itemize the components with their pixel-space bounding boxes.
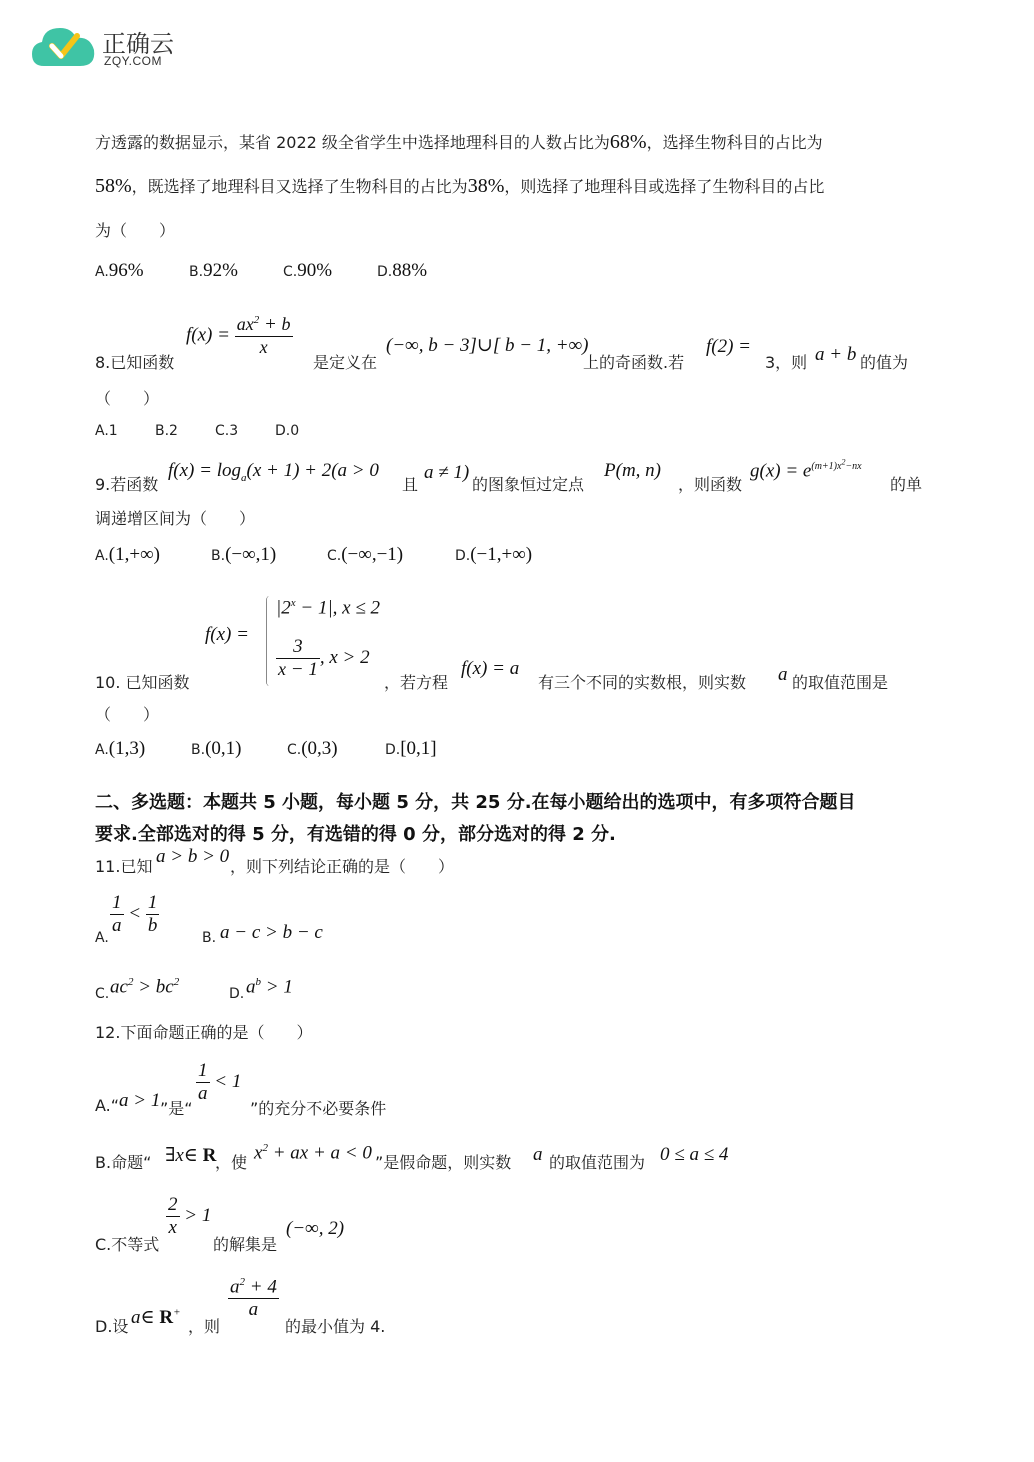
q9-g-function: $g(x) = e^{(m+1)x^2-nx}$ [750, 458, 862, 482]
q8-domain: (−∞, b − 3]∪[ b − 1, +∞) [386, 335, 589, 356]
q7-text: ，既选择了地理科目又选择了生物科目的占比为 [131, 177, 468, 196]
q11-prefix: 11.已知 [95, 857, 153, 876]
q7-line3: 为（ ） [95, 221, 176, 240]
q8-option-b: B.2 [155, 423, 178, 439]
q8-text-2: 上的奇函数.若 [583, 353, 685, 372]
q12-stem: 12.下面命题正确的是（ ） [95, 1023, 313, 1042]
q10-option-a: A.(1,3) [95, 738, 146, 759]
section2-heading-line1: 二、多选题：本题共 5 小题，每小题 5 分，共 25 分.在每小题给出的选项中，有多项符合题目 [95, 792, 856, 813]
q12-a-cond2: $\frac{1}{a}$ < 1 [198, 1060, 242, 1104]
q8-options [95, 420, 335, 439]
q9-option-b: B.(−∞,1) [211, 544, 277, 565]
q12-a-pre: A.“ [95, 1096, 120, 1115]
q10-text-3: 的取值范围是 [792, 673, 889, 692]
q11-condition: a > b > 0 [156, 846, 230, 867]
q12-c-solution: (−∞, 2) [286, 1218, 345, 1239]
q11-option-c: $ac^2 > bc^2$ [110, 976, 180, 998]
q7-text: ，则选择了地理科目或选择了生物科目的占比 [504, 177, 825, 196]
q12-d-pre: D.设 [95, 1317, 129, 1336]
q12-a-post: ”的充分不必要条件 [250, 1099, 387, 1118]
q10-piecewise-lhs: f(x) = [205, 624, 249, 645]
q12-a-cond1: a > 1 [119, 1090, 161, 1111]
q7-line1 [95, 130, 823, 154]
q9-text-4: 的单 [890, 475, 923, 494]
q12-b-mid1: ，使 [215, 1153, 248, 1172]
q12-b-mid3: 的取值范围为 [549, 1153, 646, 1172]
q10-text-2: 有三个不同的实数根，则实数 [538, 673, 747, 692]
q8-text-1: 是定义在 [313, 353, 378, 372]
q12-b-var-a: a [533, 1144, 543, 1165]
q9-option-c: C.(−∞,−1) [327, 544, 404, 565]
q9-text-1: 且 [402, 475, 419, 494]
q11-text: ，则下列结论正确的是（ ） [230, 857, 455, 876]
q8-option-d: D.0 [275, 423, 300, 439]
q11-option-a: $\frac{1}{a}$ < $\frac{1}{b}$ [112, 892, 158, 936]
q10-case-2: $\frac{3}{x - 1}$ , x > 2 [278, 636, 370, 680]
q12-c-inequality: $\frac{2}{x}$ > 1 [168, 1194, 212, 1238]
q7-line2 [95, 174, 824, 198]
q12-c-mid: 的解集是 [213, 1235, 278, 1254]
q10-option-b: B.(0,1) [191, 738, 242, 759]
q9-a-neq-1: a ≠ 1) [424, 462, 470, 483]
q12-b-exists: ∃x∈ R [165, 1145, 217, 1166]
q9-option-d: D.(−1,+∞) [455, 544, 533, 565]
q8-text-3: 3，则 [765, 353, 808, 372]
q10-case-1: $|2^x - 1|$, x ≤ 2 [276, 597, 381, 619]
q10-prefix: 10. 已知函数 [95, 673, 190, 692]
q12-b-inequality: $x^2$ + ax + a < 0 [254, 1142, 372, 1164]
q11-option-a-label: A. [95, 930, 109, 946]
q12-d-domain: a∈ R+ [131, 1306, 181, 1328]
q11-option-d: $a^b > 1$ [246, 976, 293, 998]
q10-paren: （ ） [95, 705, 160, 724]
q8-paren: （ ） [95, 389, 160, 408]
q9-options [95, 544, 575, 566]
q9-point: P(m, n) [604, 460, 661, 481]
q12-b-range: 0 ≤ a ≤ 4 [660, 1144, 729, 1165]
q8-text-4: 的值为 [860, 353, 909, 372]
q7-option-b: B.92% [189, 260, 238, 281]
q10-brace [266, 596, 270, 686]
q7-pct-geo: 68% [609, 131, 647, 153]
q8-a-plus-b: a + b [815, 344, 857, 365]
q9-prefix: 9.若函数 [95, 475, 159, 494]
q12-b-mid2: ”是假命题，则实数 [375, 1153, 512, 1172]
cloud-check-icon [30, 20, 98, 72]
q9-option-a: A.(1,+∞) [95, 544, 160, 565]
q8-option-c: C.3 [215, 423, 239, 439]
q10-options [95, 738, 481, 760]
q10-option-d: D.[0,1] [385, 738, 437, 759]
q9-function: $f(x) = \log_a(x + 1) + 2(a > 0$ [168, 460, 379, 484]
q10-equation: f(x) = a [461, 658, 520, 679]
q10-option-c: C.(0,3) [287, 738, 338, 759]
q12-d-mid: ，则 [188, 1317, 221, 1336]
q12-d-post: 的最小值为 4. [285, 1317, 386, 1336]
q8-prefix: 8.已知函数 [95, 353, 175, 372]
q8-f2: f(2) = [706, 336, 752, 357]
q11-option-c-label: C. [95, 986, 110, 1002]
q7-option-d: D.88% [377, 260, 428, 281]
q7-pct-both: 38% [467, 175, 505, 197]
q7-text: 方透露的数据显示，某省 2022 级全省学生中选择地理科目的人数占比为 [95, 133, 610, 152]
q8-function: f(x) = $\frac{ax^2 + b}{x}$ [186, 314, 291, 357]
q9-text-2: 的图象恒过定点 [472, 475, 585, 494]
q12-a-mid: ”是“ [160, 1099, 193, 1118]
q11-option-b-label: B. [202, 930, 217, 946]
q12-d-expression: $\frac{a^2 + 4}{a}$ [230, 1276, 277, 1321]
logo [30, 20, 180, 76]
q8-option-a: A.1 [95, 423, 118, 439]
logo-subtext: ZQY.COM [104, 54, 162, 68]
q7-text: ，选择生物科目的占比为 [646, 133, 823, 152]
section2-heading-line2: 要求.全部选对的得 5 分，有选错的得 0 分，部分选对的得 2 分. [95, 824, 616, 845]
q7-option-a: A.96% [95, 260, 144, 281]
logo-text: 正确云 [102, 30, 174, 58]
q9-line2: 调递增区间为（ ） [95, 509, 256, 528]
q11-option-b: a − c > b − c [220, 922, 323, 943]
q12-b-pre: B.命题“ [95, 1153, 152, 1172]
q7-option-c: C.90% [283, 260, 333, 281]
q7-options [95, 260, 471, 282]
q10-var-a: a [778, 664, 788, 685]
q12-c-pre: C.不等式 [95, 1235, 160, 1254]
q11-option-d-label: D. [229, 986, 245, 1002]
q10-text-1: ，若方程 [384, 673, 449, 692]
q7-pct-bio: 58% [95, 175, 132, 197]
q9-text-3: ，则函数 [678, 475, 743, 494]
